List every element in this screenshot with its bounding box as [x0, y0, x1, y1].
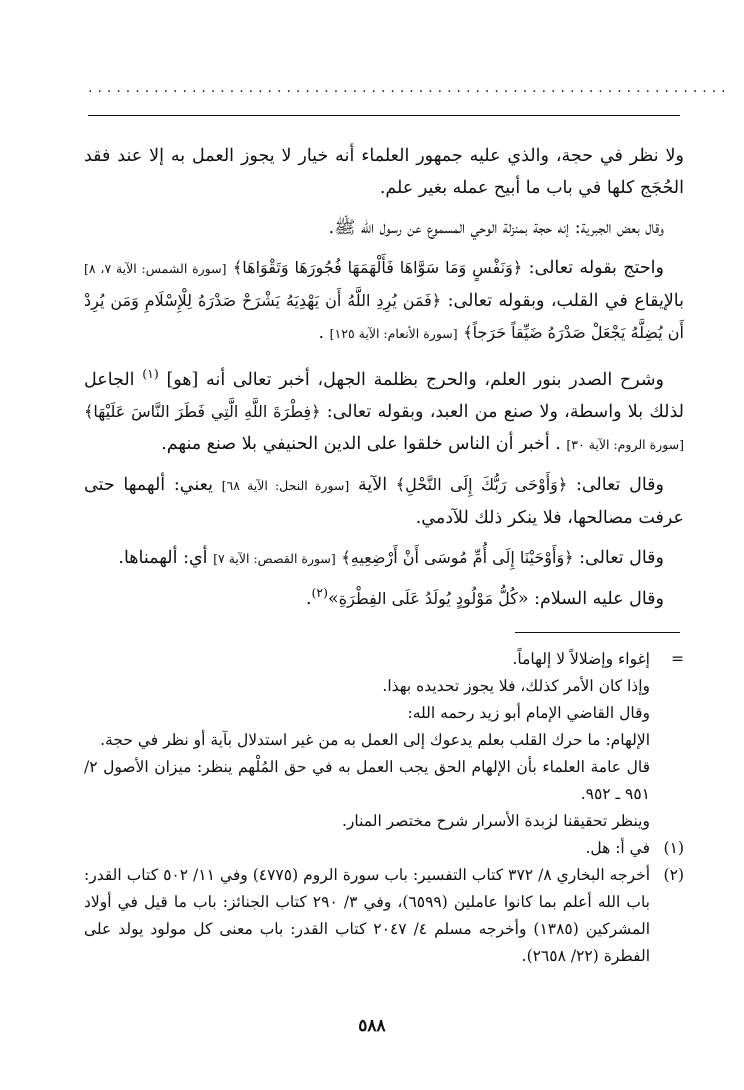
paragraph — [84, 577, 684, 615]
footnote-marker: (٢) — [663, 866, 684, 884]
quran-verse: ﴿وَأَوْحَيْنَا إِلَى أُمِّ مُوسَى أَنْ أَرْضِعِيهِ﴾ — [341, 547, 574, 567]
footnote-line: الإلهام: ما حرك القلب بعلم يدعوك إلى العمل به من غير استدلال بآية أو نظر في حجة. — [100, 731, 650, 749]
text-run: أي: ألهمناها. — [118, 547, 208, 568]
footnote-ref[interactable]: (١) — [142, 366, 159, 381]
verse-reference: [سورة القصص: الآية ٧] — [213, 550, 336, 566]
footnote-continuation-body — [84, 646, 650, 835]
page-number: ٥٨٨ — [358, 1016, 386, 1036]
footnote-line: وإذا كان الأمر كذلك، فلا يجوز تحديده بهذا. — [382, 677, 650, 695]
footnote-marker: (١) — [663, 839, 684, 857]
footnote-text: في أ: هل. — [585, 839, 650, 857]
footnote-ref[interactable]: (٢) — [311, 584, 329, 600]
footnote-line: وقال القاضي الإمام أبو زيد رحمه الله: — [407, 704, 650, 722]
header-rule — [88, 115, 680, 116]
paragraph — [84, 542, 684, 575]
paragraph — [84, 469, 684, 534]
footnote-text: أخرجه البخاري ٨/ ٣٧٢ كتاب التفسير: باب سورة الروم (٤٧٧٥) وفي ١١/ ٥٠٢ كتاب القدر: باب الله أعلم بما كانوا عاملين (٦٥٩٩)، وفي ٣/ ٢٩٠ كتاب الجنائز: باب ما قيل في أولاد المشركين (١٣٨٥) وأخرجه مسلم ٤/ ٢٠٤٧ كتاب القدر: باب معنى كل مولود يولد على الفطرة (٢٢/ ٢٦٥٨). — [84, 866, 651, 965]
quran-verse: ﴿وَأَوْحَى رَبُّكَ إِلَى النَّحْلِ﴾ — [395, 474, 568, 494]
footnote-line: قال عامة العلماء بأن الإلهام الحق يجب العمل به في حق المُلْهم ينظر: ميزان الأصول ٢/ ٩٥١ ـ ٩٥٢. — [84, 758, 650, 803]
paragraph — [84, 252, 684, 350]
text-run: . — [318, 323, 325, 343]
text-run: » — [328, 588, 339, 609]
hadith-text: كُلُّ مَوْلُودٍ يُولَدُ عَلَى الفِطْرَةِ — [338, 588, 518, 608]
header-dotted-line: .................................................................... — [88, 80, 731, 96]
verse-reference: [سورة النحل: الآية ٦٨] — [221, 477, 350, 493]
text-run: بالإيقاع في القلب، وبقوله تعالى: — [441, 291, 685, 311]
quran-verse: ﴿فَمَن يُرِدِ اللَّهُ أَن يَهْدِيَهُ يَشْرَحْ صَدْرَهُ لِلْإِسْلَامِ وَمَن يُرِدْ أَن يُضِلَّهُ يَجْعَلْ صَدْرَهُ ضَيِّقاً حَرَجاً﴾ — [84, 291, 684, 342]
footnote — [84, 862, 684, 970]
paragraph: ولا نظر في حجة، والذي عليه جمهور العلماء أنه خيار لا يجوز العمل به إلا عند فقد الحُجَج كلها في باب ما أبيح عمله بغير علم. — [84, 146, 684, 198]
quran-verse: ﴿وَنَفْسٍ وَمَا سَوَّاهَا فَأَلْهَمَهَا فُجُورَهَا وَتَقْوَاهَا﴾ — [232, 258, 523, 277]
quran-verse: ﴿فِطْرَةَ اللَّهِ الَّتِي فَطَرَ النَّاسَ عَلَيْهَا﴾ — [84, 401, 321, 421]
footnote-continuation — [84, 646, 684, 835]
footnote-separator — [515, 632, 680, 633]
footnote-line: وينظر تحقيقنا لزبدة الأسرار شرح مختصر المنار. — [341, 812, 650, 830]
text-run: وشرح الصدر بنور العلم، والحرج بظلمة الجهل، أخبر تعالى أنه [هو] — [166, 369, 664, 390]
verse-reference: [سورة الشمس: الآية ٧، ٨] — [84, 261, 227, 276]
text-run: . — [305, 588, 312, 609]
footnote — [84, 835, 684, 862]
paragraph: وقال بعض الجبرية: إنه حجة بمنزلة الوحي المسموع عن رسول الله ﷺ. — [328, 218, 664, 238]
verse-reference: [سورة الروم: الآية ٣٠] — [566, 436, 684, 452]
text-run: يعني: ألهمها حتى عرفت مصالحها، فلا ينكر ذلك للآدمي. — [84, 474, 684, 528]
text-run: . أخبر أن الناس خلقوا على الدين الحنيفي بلا صنع منهم. — [161, 433, 561, 454]
continuation-marker: = — [671, 650, 684, 668]
paragraph — [84, 358, 684, 461]
text-run: وقال تعالى: — [567, 474, 664, 495]
footnote-line: إغواء وإضلالاً لا إلهاماً. — [512, 650, 650, 668]
text-run: الجاعل لذلك بلا واسطة، ولا صنع من العبد، وبقوله تعالى: — [84, 369, 684, 422]
main-text — [84, 140, 684, 623]
text-run: واحتج بقوله تعالى: — [522, 258, 664, 278]
verse-reference: [سورة الأنعام: الآية ١٢٥] — [329, 326, 458, 341]
text-run: الآية — [349, 474, 388, 495]
text-run: وقال تعالى: — [573, 547, 664, 568]
footnotes — [84, 646, 684, 970]
text-run: وقال عليه السلام: « — [517, 588, 664, 609]
